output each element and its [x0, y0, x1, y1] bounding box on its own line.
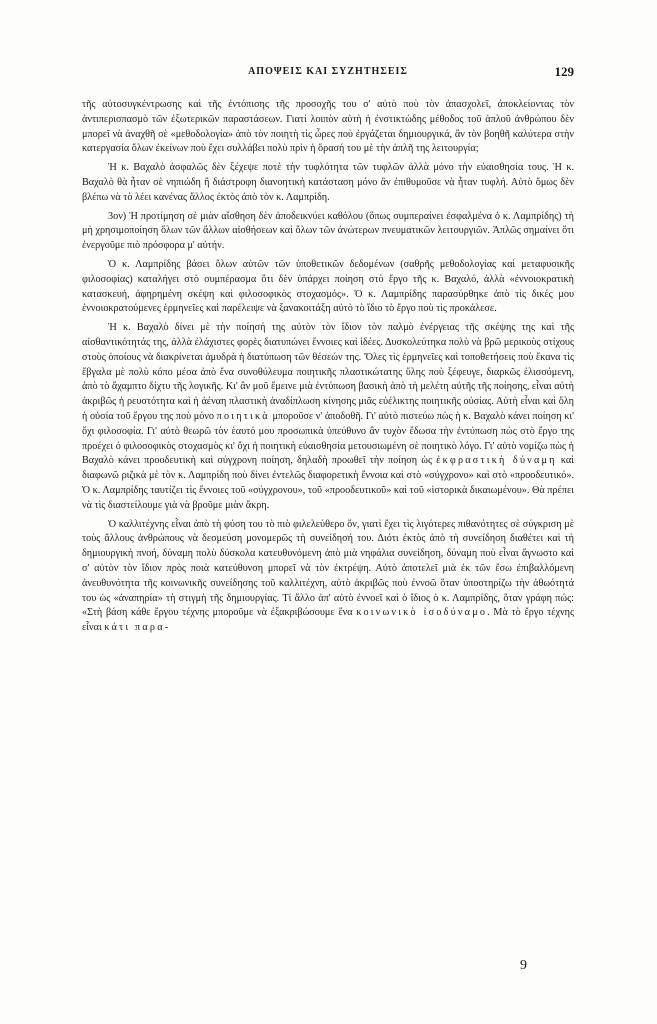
- paragraph: [82, 161, 574, 205]
- paragraph: [82, 258, 574, 317]
- paragraph: [82, 321, 574, 513]
- emphasized-text: κοινωνικὸ ἰσοδύναμο: [356, 607, 488, 619]
- text-segment: Ἡ κ. Βαχαλὸ ἀσφαλῶς δὲν ξέχεψε ποτὲ τὴν τυφλότητα τῶν τυφλῶν ἀλλὰ μόνο τὴν εὐαισθησία τους. Ἡ κ. Βαχαλὸ θὰ ἦταν σὲ νηπιώδη ἢ διάστροφη διανοητικὴ κατάσταση μόνο ἂν ἐπιθυμοῦσε νὰ ἦταν τυφλή. Αὐτὸ ὅμως δὲν βλέπω νὰ τὸ λέει κανένας ἄλλος ἐκτὸς ἀπὸ τὸν κ. Λαμπρίδη.: [82, 162, 574, 203]
- emphasized-text: ποιητικὰ: [216, 410, 270, 422]
- text-segment: τῆς αὐτοσυγκέντρωσης καὶ τῆς ἐντόπισης τῆς προσοχῆς του σ' αὐτὸ ποὺ τὸν ἀπασχολεῖ, ἀποκλείοντας τὸν ἀντιπερισπασμὸ τῶν ἐξωτερικῶν παραστάσεων. Γιατί λοιπὸν αὐτὴ ἡ ἐνστικτώδης μέθοδος τοῦ ἁπλοῦ ἀνθρώπου δὲν μπορεῖ νὰ ἀναχθῆ σὲ «μεθοδολογία» ἀπὸ τὸν ποιητὴ τὶς ὧρες ποὺ ἐργάζεται δημιουργικά, ἂν τὸν βοηθῆ καλύτερα στὴν κατεργασία ὅλων ἐκείνων ποὺ ἔχει συλλάβει πολὺ πρὶν ἡ ὅρασή του μὲ τὴν ἁπλῆ της λειτουργία;: [82, 99, 574, 155]
- text-segment: μποροῦσε ν' ἀποδοθῆ. Γι' αὐτὸ πιστεύω πὼς ἡ κ. Βαχαλὸ κάνει ποίηση κι' ὄχι φιλοσοφία. Γι' αὐτὸ θεωρῶ τὸν ἑαυτό μου προσωπικὰ ὑπεύθυνο ἂν τυχὸν ἔδωσα τὴν ἐντύπωση πὼς στὸ ἔργο της προέχει ὁ φιλοσοφικὸς στοχασμὸς κι' ὄχι ἡ ποιητικὴ εὐαισθησία μετουσιωμένη σὲ ποιητικὸ λόγο. Γι' αὐτὸ νομίζω πὼς ἡ Βαχαλὸ κάνει προοδευτικὴ καὶ σύγχρονη ποίηση, δηλαδὴ προωθεῖ τὴν ποίηση ὡς: [82, 410, 575, 467]
- text-segment: Ἡ κ. Βαχαλὸ δίνει μὲ τὴν ποίησή της αὐτὸν τὸν ἴδιον τὸν παλμὸ ἐνέργειας τῆς σκέψης της καὶ τῆς αἰσθαντικότητάς της, ἀλλὰ ἐλάχιστες φορὲς διατυπώνει ἔννοιες καὶ ἰδέες. Δυσκολεύτηκα πολὺ νὰ βρῶ μερικοὺς στίχους στοὺς ὁποίους νὰ διακρίνεται ἀμυδρὰ ἡ διατύπωση τῶν θέσεών της. Ὅλες τὶς ἑρμηνεῖες καὶ τοποθετήσεις ποὺ ἔκανα τὶς ἔβγαλα μὲ πολὺ κόπο μέσα ἀπὸ ἕνα συνοθύλευμα ποιητικῆς πλαστικώτατης ὕλης ποὺ ξέφευγε, διαρκῶς ἑλισσόμενη, ἀπὸ τὸ ἄχαμπτο δίχτυ τῆς λογικῆς. Κι' ἂν μοῦ ἔμεινε μιὰ ἐντύπωση βασικὴ ἀπὸ τὴ μελέτη αὐτῆς τῆς ποίησης, εἶναι αὐτὴ ἀκριβῶς ἡ ρευστότητα καὶ ἡ ἀέναη πλαστικὴ ἀναδίπλωση κίνησης μιᾶς εὐέλικτης ποιητικῆς οὐσίας. Αὐτὴ εἶναι καὶ ὅλη ἡ οὐσία τοῦ ἔργου της ποὺ μόνο: [82, 322, 574, 422]
- signature-number: 9: [520, 958, 527, 973]
- running-head: [82, 66, 574, 84]
- paragraph: [82, 518, 574, 636]
- running-title: ΑΠΟΨΕΙΣ ΚΑΙ ΣΥΖΗΤΗΣΕΙΣ: [248, 66, 408, 77]
- paragraph: [82, 210, 574, 254]
- emphasized-text: κάτι παρα-: [104, 622, 171, 634]
- text-segment: Ὁ καλλιτέχνης εἶναι ἀπὸ τὴ φύση του τὸ πιὸ φιλελεύθερο ὄν, γιατὶ ἔχει τὶς λιγότερες πιθανότητες σὲ σύγκριση μὲ τοὺς ἄλλους ἀνθρώπους νὰ δεσμεύση μονομερῶς τὴ συνείδησή του. Διότι ἐκτὸς ἀπὸ τὴ συνείδηση διαθέτει καὶ τὴ δημιουργικὴ πνοή, δύναμη πολὺ δύσκολα κατευθυνόμενη ἀπὸ μιὰ νηφάλια συνείδηση, δύναμη ποὺ εἶναι ἄγνωστο καὶ σ' αὐτὸν τὸν ἴδιον πρὸς ποιὰ κατεύθυνση μπορεῖ νὰ τὸν ἐκτρέψη. Αὐτὸ ἀποτελεῖ μιὰ ἐκ τῶν ἔσω ἐπιβαλλόμενη ἀνευθυνότητα τῆς κοινωνικῆς συνείδησης τοῦ καλλιτέχνη, αὐτὸ ἀκριβῶς ποὺ ἐννοῶ ὅταν ὑποστηρίζω τὴν ἀθωότητά του ὡς «ἀναπηρία» τὴ στιγμὴ τῆς δημιουργίας. Τί ἄλλο ἀπ' αὐτὸ ἐννοεῖ καὶ ὁ ἴδιος ὁ κ. Λαμπρίδης, ὅταν γράφη πώς: «Στὴ βάση κάθε ἔργου τέχνης μποροῦμε νὰ ἐξακριβώσουμε ἕνα: [82, 518, 574, 619]
- text-segment: καὶ διαφωνῶ ριζικὰ μὲ τὸν κ. Λαμπρίδη ποὺ δίνει ἐντελῶς διαφορετικὴ ἔννοια καὶ στὸ «σύγχρονο» καὶ στὸ «προοδευτικό». Ὁ κ. Λαμπρίδης ταυτίζει τὶς ἔννοιες τοῦ «σύγχρονου», τοῦ «προοδευτικοῦ» καὶ τοῦ «ἱστορικὰ δικαιωμένου». Θὰ πρέπει νὰ τὶς διαστείλουμε γιὰ νὰ βροῦμε μιὰν ἄκρη.: [82, 455, 574, 511]
- text-segment: . Μὰ τὸ ἔργο τέχνης εἶναι: [82, 607, 574, 634]
- paragraph: [82, 98, 574, 157]
- body-text: [82, 98, 574, 640]
- text-segment: Ὁ κ. Λαμπρίδης βάσει ὅλων αὐτῶν τῶν ὑποθετικῶν δεδομένων (σαθρῆς μεθοδολογίας καὶ μεταφυσικῆς φιλοσοφίας) καταλήγει στὸ συμπέρασμα ὅτι δὲν ὑπάρχει ποίηση στὸ ἔργο τῆς κ. Βαχαλό, ἀλλὰ «ἐννοιοκρατικὴ κατασκευή, ἀφηρημένη σκέψη καὶ φιλοσοφικὸς στοχασμός». Ὁ κ. Λαμπρίδης παρασύρθηκε ἀπὸ τὶς δικές μου ἐννοιοκρατούμενες ἑρμηνεῖες καὶ παρέλειψε νὰ ξανακοιτάξη αὐτὸ τὸ ἴδιο τὸ ἔργο ποὺ τὶς προκάλεσε.: [82, 258, 574, 315]
- emphasized-text: ἐκφραστικὴ δύναμη: [436, 455, 557, 467]
- text-segment: 3ον) Ἡ προτίμηση σὲ μιὰν αἴσθηση δὲν ἀποδεικνύει καθόλου (ὅπως συμπεραίνει ἐσφαλμένα ὁ κ. Λαμπρίδης) τὴ μὴ χρησιμοποίηση ὅλων τῶν ἄλλων αἰσθήσεων καὶ ὅλων τῶν ἀνώτερων πνευματικῶν λειτουργιῶν. Ἁπλῶς σημαίνει ὅτι ἐνεργοῦμε πιὸ πρόσφορα μ' αὐτήν.: [82, 210, 574, 252]
- page-number: 129: [554, 64, 574, 79]
